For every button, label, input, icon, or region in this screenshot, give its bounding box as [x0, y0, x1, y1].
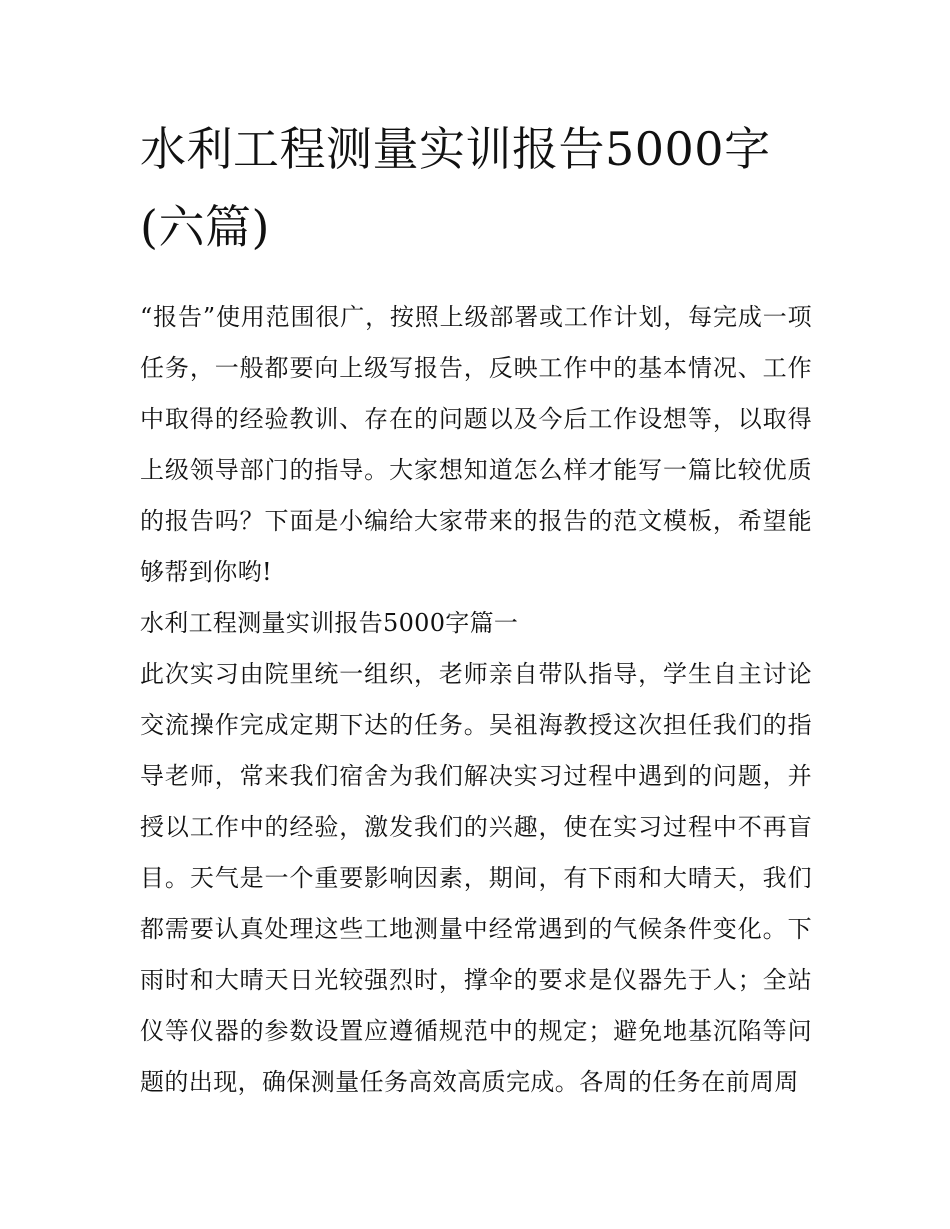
- section-1-body: 此次实习由院里统一组织，老师亲自带队指导，学生自主讨论交流操作完成定期下达的任务。吴祖海教授这次担任我们的指导老师，常来我们宿舍为我们解决实习过程中遇到的问题，并授以工作中的经验，激发我们的兴趣，使在实习过程中不再盲目。天气是一个重要影响因素，期间，有下雨和大晴天，我们都需要认真处理这些工地测量中经常遇到的气候条件变化。下雨时和大晴天日光较强烈时，撑伞的要求是仪器先于人；全站仪等仪器的参数设置应遵循规范中的规定；避免地基沉陷等问题的出现，确保测量任务高效高质完成。各周的任务在前周周: [140, 660, 812, 1096]
- section-heading-1: 水利工程测量实训报告5000字篇一: [140, 609, 519, 637]
- intro-paragraph: “报告”使用范围很广，按照上级部署或工作计划，每完成一项任务，一般都要向上级写报告，反映工作中的基本情况、工作中取得的经验教训、存在的问题以及今后工作设想等，以取得上级领导部门的指导。大家想知道怎么样才能写一篇比较优质的报告吗？下面是小编给大家带来的报告的范文模板，希望能够帮到你哟!: [140, 303, 812, 586]
- document-page: [140, 110, 812, 1108]
- document-title: 水利工程测量实训报告5000字(六篇): [140, 122, 771, 254]
